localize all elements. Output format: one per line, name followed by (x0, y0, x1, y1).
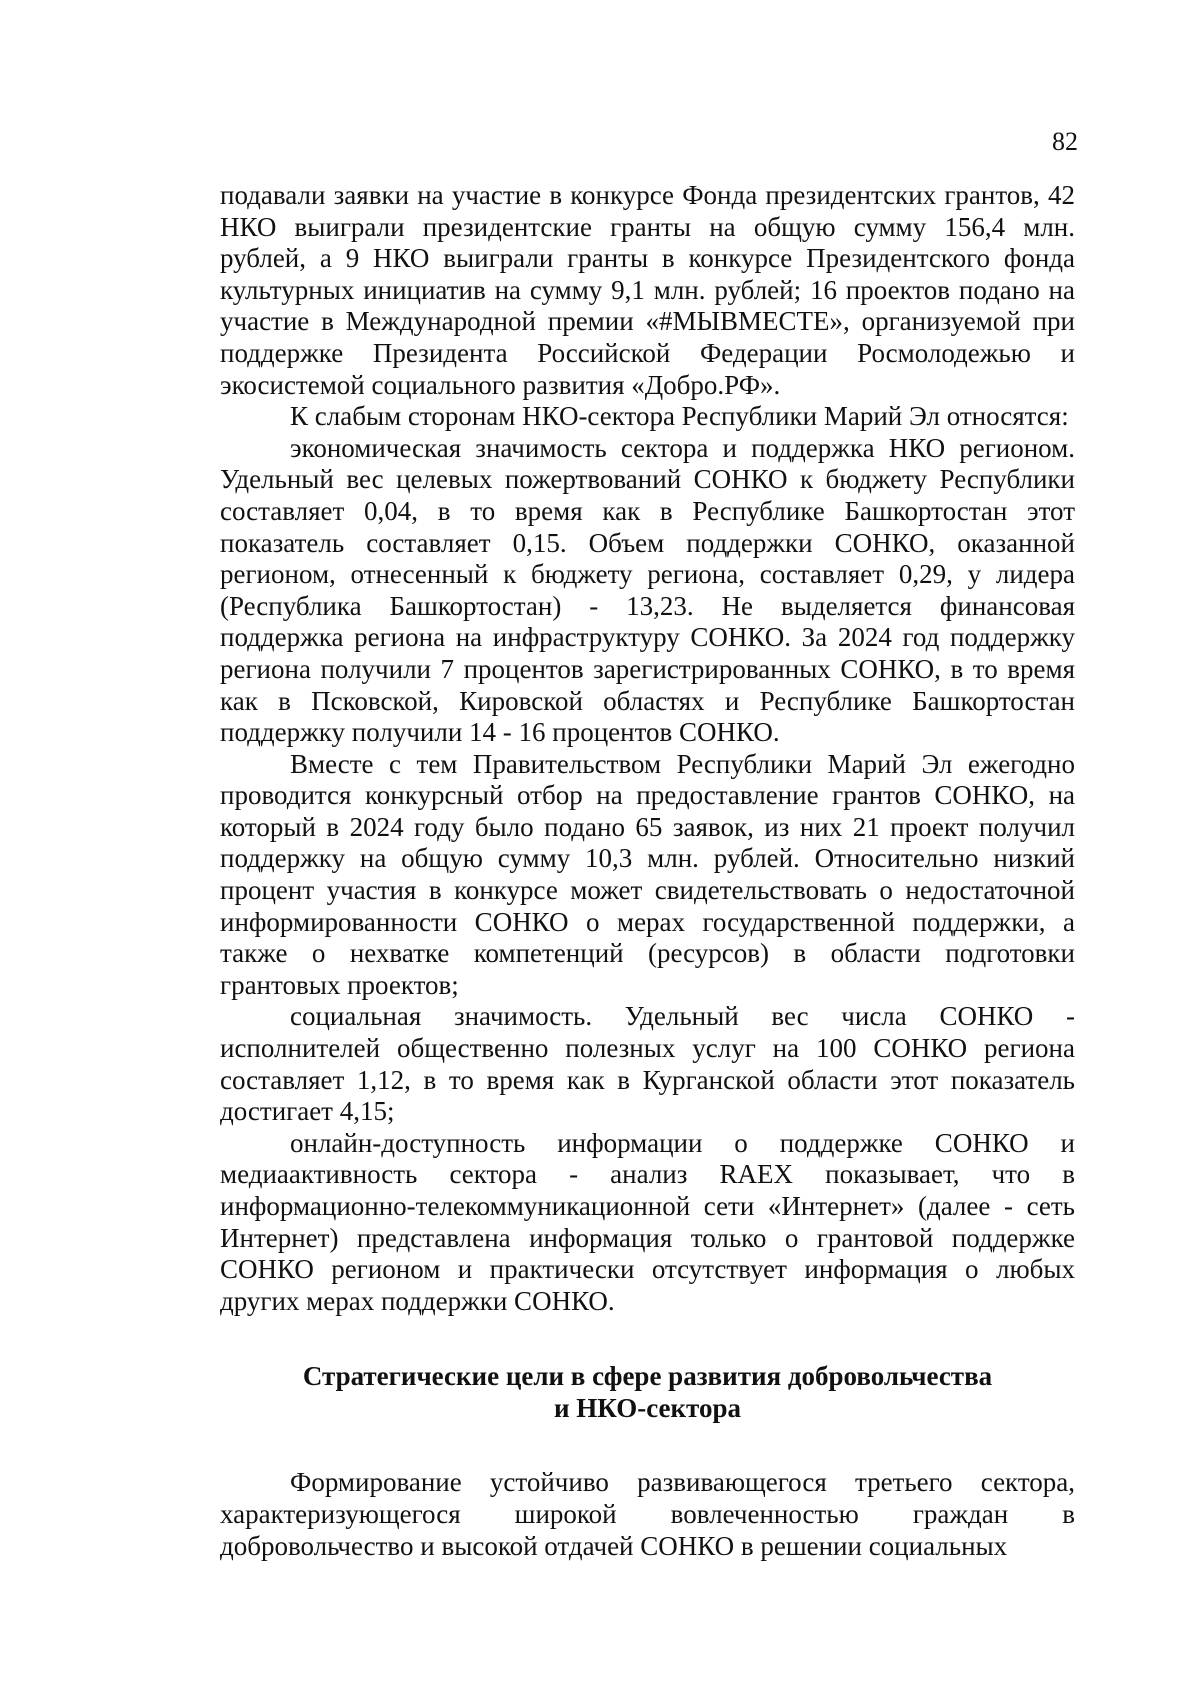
section-heading-line-2: и НКО-сектора (554, 1393, 741, 1424)
paragraph-weaknesses-intro: К слабым сторонам НКО-сектора Республики Марий Эл относятся: (290, 401, 1069, 432)
paragraph-social-significance: социальная значимость. Удельный вес числа СОНКО - исполнителей общественно полезных услуг на 100 СОНКО региона составляет 1,12, в то время как в Курганской области этот показатель достигает 4,15; (220, 1001, 1075, 1127)
section-heading (220, 1360, 1075, 1424)
paragraph-strategic-goal: Формирование устойчиво развивающегося третьего сектора, характеризующегося широкой вовлеченностью граждан в добровольчество и высокой отдачей СОНКО в решении социальных (220, 1467, 1075, 1561)
section-heading-line-1: Стратегические цели в сфере развития добровольчества (302, 1361, 993, 1392)
paragraph-continuation: подавали заявки на участие в конкурсе Фонда президентских грантов, 42 НКО выиграли президентские гранты на общую сумму 156,4 млн. рублей, а 9 НКО выиграли гранты в конкурсе Президентского фонда культурных инициатив на сумму 9,1 млн. рублей; 16 проектов подано на участие в Международной премии «#МЫВМЕСТЕ», организуемой при поддержке Президента Российской Федерации Росмолодежью и экосистемой социального развития «Добро.РФ». (220, 180, 1075, 400)
document-body (220, 180, 1075, 1562)
paragraph-online-availability: онлайн-доступность информации о поддержке СОНКО и медиаактивность сектора - анализ RAEX показывает, что в информационно-телекоммуникационной сети «Интернет» (далее - сеть Интернет) представлена информация только о грантовой поддержке СОНКО регионом и практически отсутствует информация о любых других мерах поддержки СОНКО. (220, 1127, 1075, 1316)
page-number: 82 (1052, 127, 1078, 156)
paragraph-grant-competition: Вместе с тем Правительством Республики Марий Эл ежегодно проводится конкурсный отбор на предоставление грантов СОНКО, на который в 2024 году было подано 65 заявок, из них 21 проект получил поддержку на общую сумму 10,3 млн. рублей. Относительно низкий процент участия в конкурсе может свидетельствовать о недостаточной информированности СОНКО о мерах государственной поддержки, а также о нехватке компетенций (ресурсов) в области подготовки грантовых проектов; (220, 748, 1075, 1000)
paragraph-economic-significance: экономическая значимость сектора и поддержка НКО регионом. Удельный вес целевых пожертвований СОНКО к бюджету Республики составляет 0,04, в то время как в Республике Башкортостан этот показатель составляет 0,15. Объем поддержки СОНКО, оказанной регионом, отнесенный к бюджету региона, составляет 0,29, у лидера (Республика Башкортостан) - 13,23. Не выделяется финансовая поддержка региона на инфраструктуру СОНКО. За 2024 год поддержку региона получили 7 процентов зарегистрированных СОНКО, в то время как в Псковской, Кировской областях и Республике Башкортостан поддержку получили 14 - 16 процентов СОНКО. (220, 432, 1075, 748)
